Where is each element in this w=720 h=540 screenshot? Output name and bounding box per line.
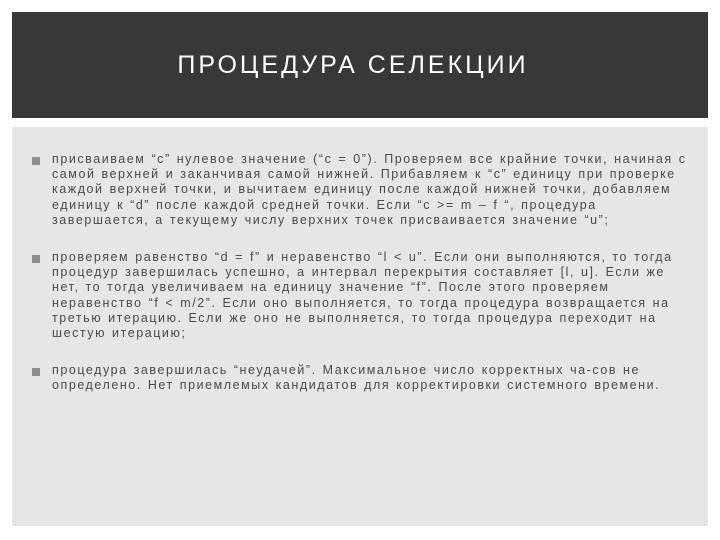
slide-title: ПРОЦЕДУРА СЕЛЕКЦИИ <box>177 50 529 79</box>
bullet-text: присваиваем “c” нулевое значение (“c = 0”). Проверяем все крайние точки, начиная с самой верхней и заканчивая самой нижней. Прибавляем к “c” единицу при проверке каждой верхней точки, и вычитаем единицу после каждой нижней точки, добавляем единицу к “d” после каждой средней точки. Если “c >= m – f “, процедура завершается, а текущему числу верхних точек присваивается значение “u”; <box>52 152 687 227</box>
bullet-text: процедура завершилась “неудачей”. Максимальное число корректных ча-сов не определено. Нет приемлемых кандидатов для корректировки системного времени. <box>52 363 661 393</box>
bullet-text: проверяем равенство “d = f” и неравенство “l < u”. Если они выполняются, то тогда процедур завершилась успешно, а интервал перекрытия составляет [l, u]. Если же нет, то тогда увеличиваем на единицу значение “f”. После этого проверяем неравенство “f < m/2”. Если оно выполняется, то тогда процедура возвращается на третью итерацию. Если же оно не выполняется, то тогда процедура переходит на шестую итерацию; <box>52 250 673 341</box>
bullet-list <box>12 127 708 394</box>
bullet-item <box>32 152 690 228</box>
bullet-item <box>32 250 690 341</box>
square-bullet-icon <box>32 368 40 376</box>
square-bullet-icon <box>32 255 40 263</box>
slide-header <box>12 12 708 118</box>
square-bullet-icon <box>32 157 40 165</box>
slide-body <box>12 127 708 526</box>
bullet-item <box>32 363 690 393</box>
